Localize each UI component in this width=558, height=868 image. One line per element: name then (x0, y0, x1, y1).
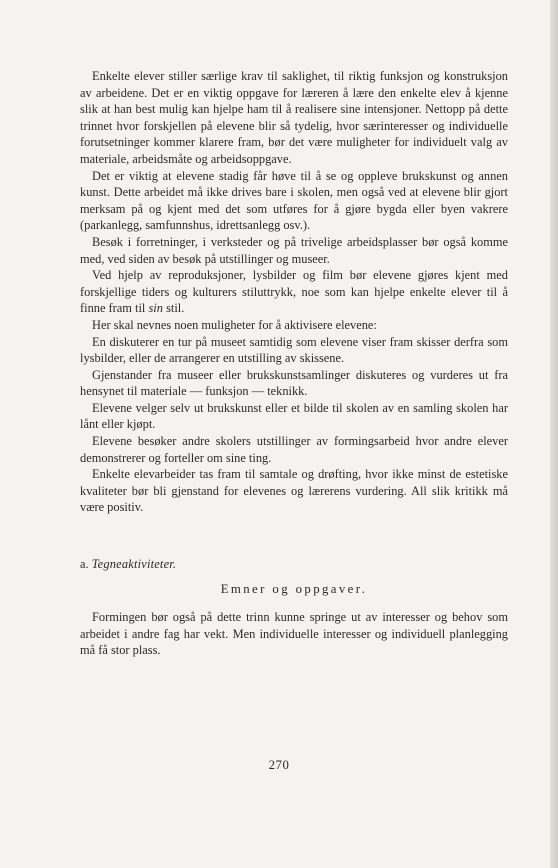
paragraph-text: stil. (166, 301, 185, 316)
paragraph: Det er viktig at elevene stadig får høve til å se og oppleve brukskunst og annen kunst. Dette arbeidet må ikke drives bare i skolen, men også ved at elevene blir gjort merksam på og kjent med det som utføres for å gjøre bygda eller byen vakrere (parkanlegg, samfunnshus, idrettsanlegg osv.). (80, 168, 508, 233)
paragraph (80, 267, 508, 317)
page-number: 270 (268, 758, 290, 772)
section-letter: a. (80, 557, 89, 572)
body-text (80, 68, 508, 659)
section-label (80, 556, 508, 573)
section-title: Tegneaktiviteter. (91, 557, 177, 572)
emphasis: sin (148, 301, 163, 316)
paragraph: Gjenstander fra museer eller brukskunstsamlinger diskuteres og vurderes ut fra hensynet til materiale — funksjon — teknikk. (80, 367, 508, 399)
paragraph: Elevene besøker andre skolers utstillinger av formingsarbeid hvor andre elever demonstrerer og forteller om sine ting. (80, 434, 508, 465)
paragraph: En diskuterer en tur på museet samtidig som elevene viser fram skisser derfra som lysbilder, eller de arrangerer en utstilling av skissene. (80, 334, 508, 366)
paragraph: Her skal nevnes noen muligheter for å aktivisere elevene: (92, 317, 377, 332)
page-edge (550, 0, 558, 868)
paragraph: Besøk i forretninger, i verksteder og på trivelige arbeidsplasser bør også komme med, ved siden av besøk på utstillinger og museer. (80, 234, 508, 266)
subheading: Emner og oppgaver. (220, 581, 368, 596)
paragraph: Elevene velger selv ut brukskunst eller et bilde til skolen av en samling skolen har lånt eller kjøpt. (80, 400, 508, 432)
paragraph-text: Ved hjelp av reproduksjoner, lysbilder og film bør elevene gjøres kjent med forskjellige tiders og kulturers stiluttrykk, noe som kan hjelpe enkelte elever til å finne fram til (80, 268, 508, 316)
paragraph: Formingen bør også på dette trinn kunne springe ut av interesser og behov som arbeidet i andre fag har vekt. Men individuelle interesser og individuell planlegging må få stor plass. (80, 610, 508, 658)
paragraph: Enkelte elevarbeider tas fram til samtale og drøfting, hvor ikke minst de estetiske kvaliteter bør bli gjenstand for elevenes og lærerens vurdering. All slik kritikk må være positiv. (80, 467, 508, 515)
paragraph: Enkelte elever stiller særlige krav til saklighet, til riktig funksjon og konstruksjon av arbeidene. Det er en viktig oppgave for læreren å lære den enkelte elev å kjenne slik at han best mulig kan hjelpe ham til å realisere sine intensjoner. Nettopp på dette trinnet hvor forskjellen på elevene blir så tydelig, hvor særinteresser og individuelle forutsetninger kommer klarere fram, bør det være muligheter for individuelt valg av materiale, arbeidsmåte og arbeidsoppgave. (80, 69, 508, 166)
